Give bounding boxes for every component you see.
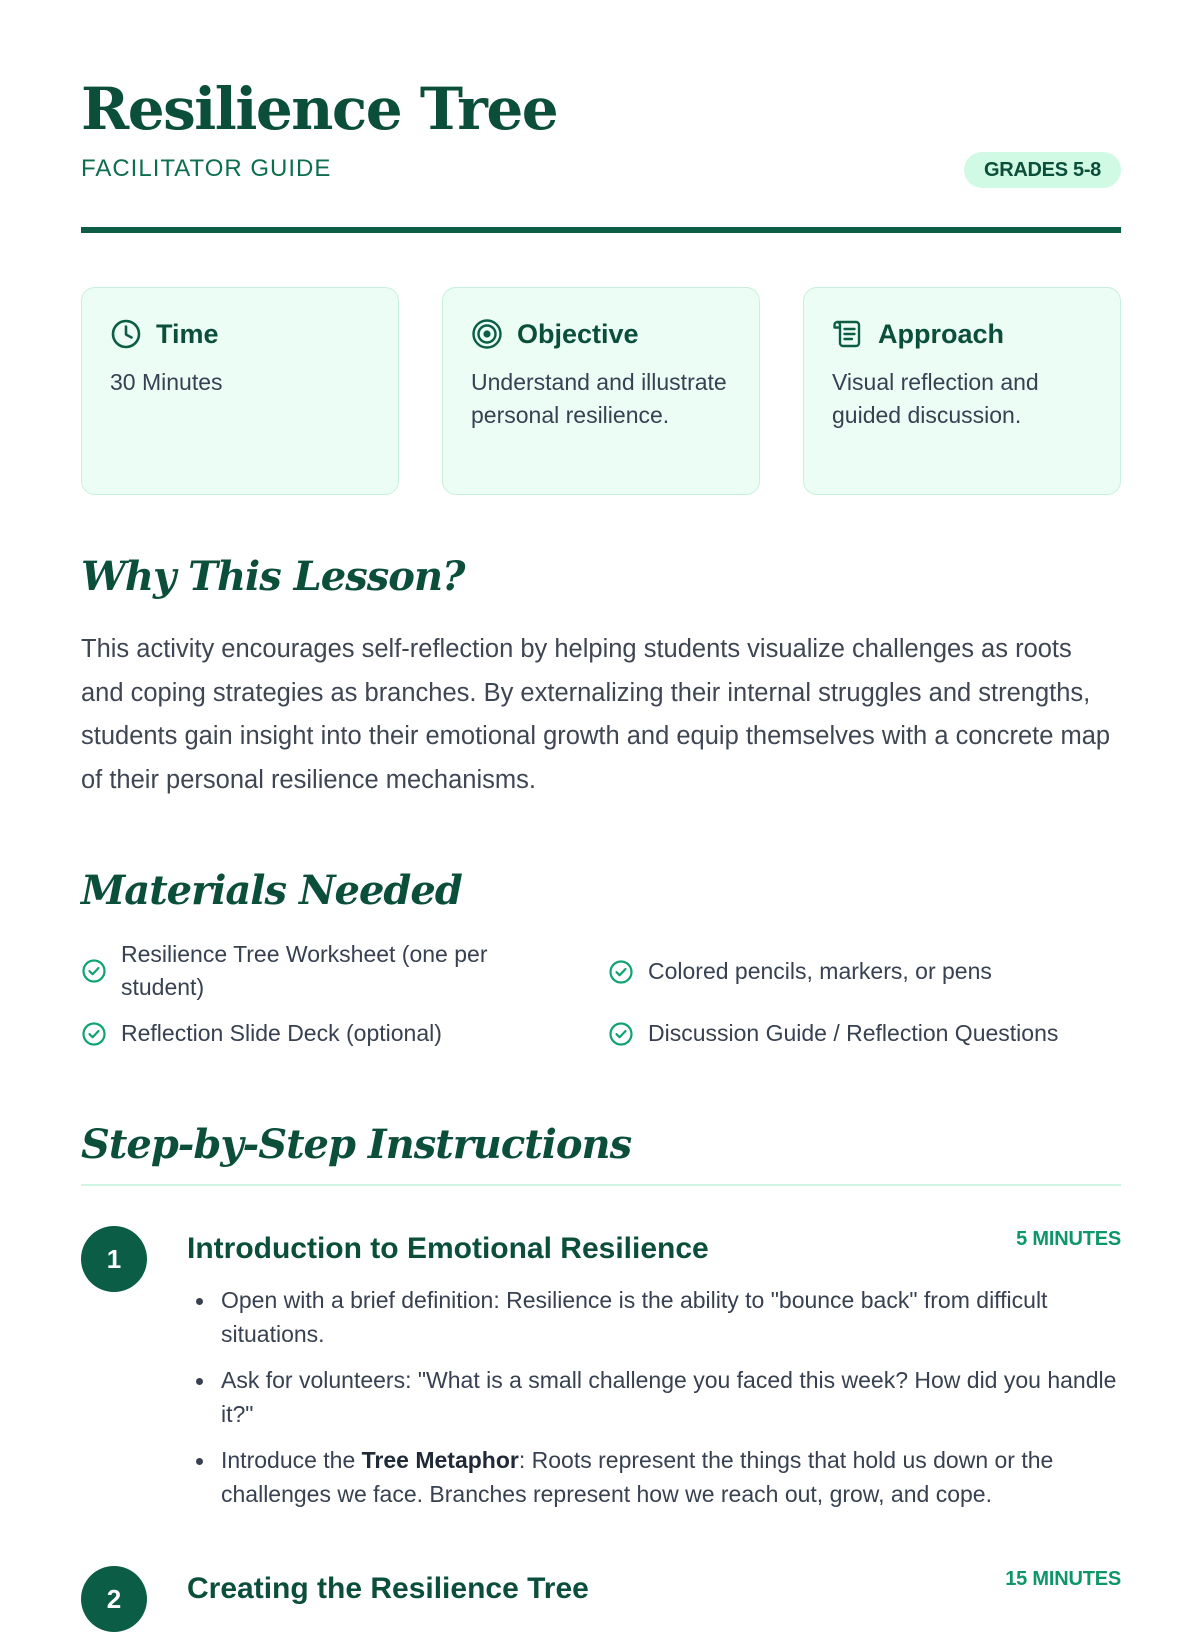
section-divider (81, 1184, 1121, 1186)
check-circle-icon (81, 1021, 107, 1047)
step-bullet (187, 1444, 1121, 1511)
step-number: 2 (81, 1566, 147, 1632)
materials-heading: Materials Needed (81, 867, 462, 914)
materials-item (81, 1017, 581, 1050)
step-bullet-list (187, 1284, 1121, 1524)
time-card (81, 287, 399, 495)
materials-item-label: Discussion Guide / Reflection Questions (648, 1020, 1059, 1046)
objective-card-body: Understand and illustrate personal resilience. (471, 369, 727, 428)
step-duration: 5 MINUTES (1016, 1228, 1121, 1250)
why-heading: Why This Lesson? (81, 553, 465, 600)
objective-card-title: Objective (517, 318, 639, 349)
step-title: Introduction to Emotional Resilience (187, 1232, 709, 1265)
step-bullet-text: Open with a brief definition: Resilience is the ability to "bounce back" from difficult situations. (221, 1287, 1048, 1347)
step-bullet-text: Ask for volunteers: "What is a small challenge you faced this week? How did you handle it?" (221, 1367, 1117, 1427)
time-card-title: Time (156, 318, 219, 349)
bullet-dot (196, 1378, 203, 1385)
materials-item (608, 1017, 1121, 1050)
approach-card-body: Visual reflection and guided discussion. (832, 369, 1039, 428)
bullet-dot (196, 1298, 203, 1305)
instructions-heading: Step-by-Step Instructions (81, 1121, 632, 1168)
bullet-dot (196, 1458, 203, 1465)
check-circle-icon (608, 1021, 634, 1047)
check-circle-icon (608, 959, 634, 985)
step-title: Creating the Resilience Tree (187, 1572, 589, 1605)
step-bullet-prefix: Introduce the (221, 1447, 362, 1473)
step-duration: 15 MINUTES (1005, 1568, 1121, 1590)
step-bullet (187, 1364, 1121, 1431)
page-title: Resilience Tree (81, 75, 558, 143)
check-circle-icon (81, 958, 107, 984)
facilitator-guide-page (81, 0, 1121, 1614)
target-icon (471, 318, 503, 350)
header-rule (81, 227, 1121, 233)
why-body: This activity encourages self-reflection by helping students visualize challenges as roots and coping strategies as branches. By externalizing their internal struggles and strengths, students gain insight into their emotional growth and equip themselves with a concrete map of their personal resilience mechanisms. (81, 635, 1111, 794)
materials-item (608, 955, 1121, 988)
time-card-body: 30 Minutes (110, 369, 223, 395)
materials-item-label: Reflection Slide Deck (optional) (121, 1020, 442, 1046)
grade-badge: GRADES 5-8 (964, 152, 1121, 188)
clock-icon (110, 318, 142, 350)
approach-card (803, 287, 1121, 495)
step-bullet (187, 1284, 1121, 1351)
materials-item-label: Colored pencils, markers, or pens (648, 958, 992, 984)
materials-item-label: Resilience Tree Worksheet (one per student) (121, 941, 488, 1000)
objective-card (442, 287, 760, 495)
step-bullet-suffix: : Roots represent the things that hold us down or the challenges we face. Branches represent how we reach out, grow, and cope. (221, 1447, 1054, 1507)
step-number: 1 (81, 1226, 147, 1292)
step-bullet-emphasis: Tree Metaphor (361, 1447, 519, 1473)
materials-item (81, 938, 551, 1004)
scroll-icon (832, 318, 864, 350)
page-subtitle: FACILITATOR GUIDE (81, 155, 332, 182)
approach-card-title: Approach (878, 318, 1005, 349)
